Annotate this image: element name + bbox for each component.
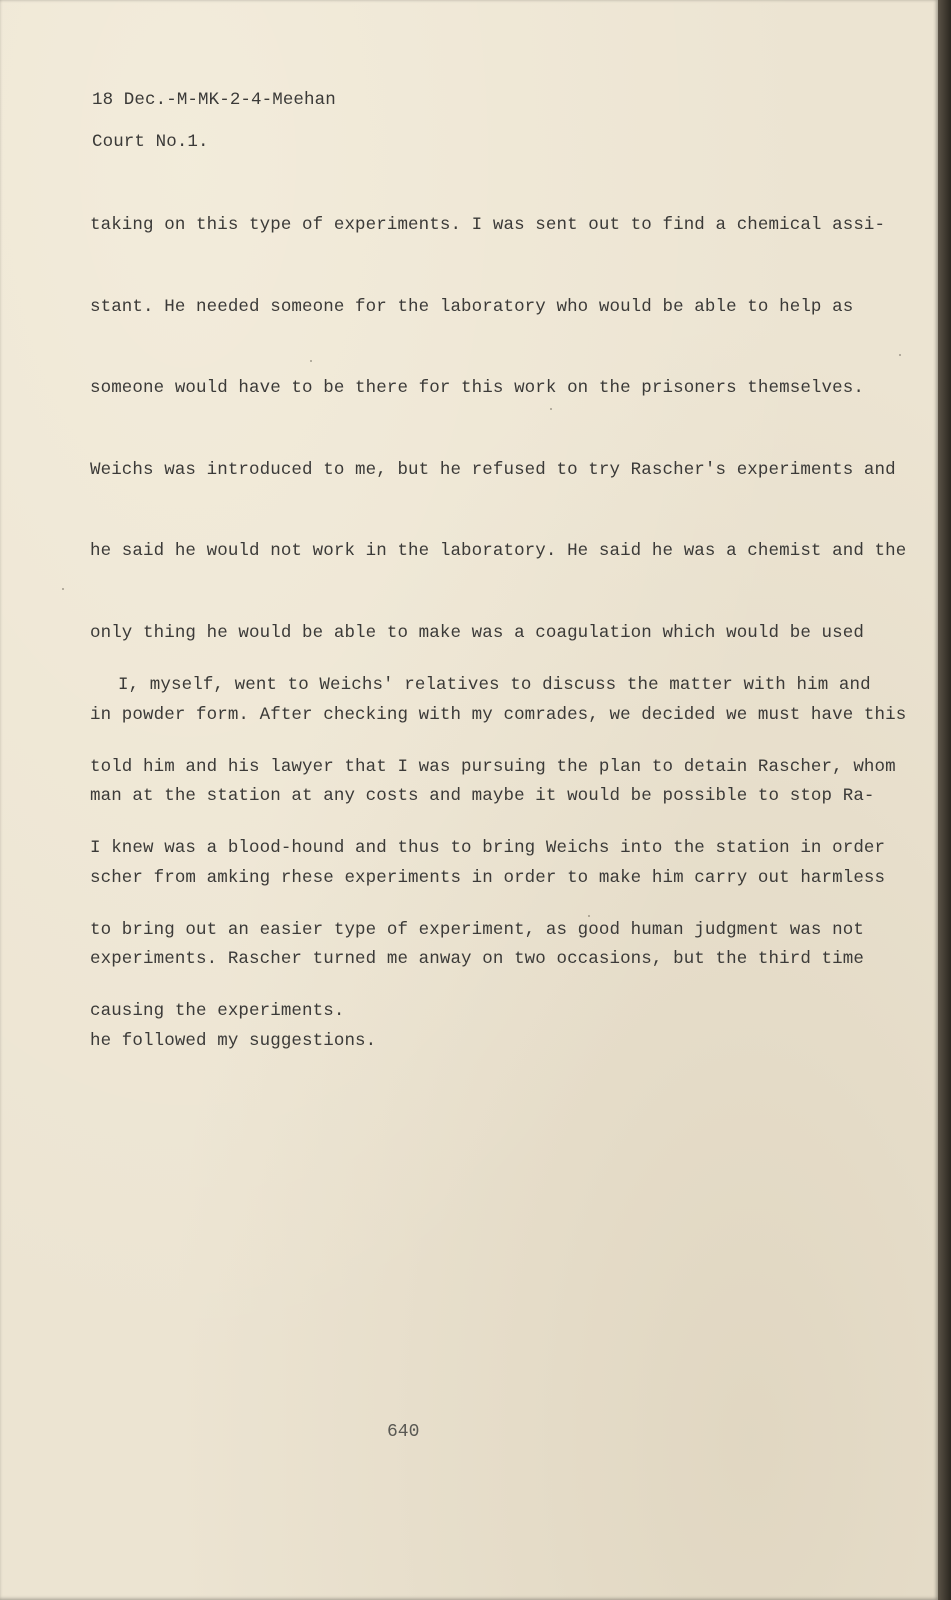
text-line: in powder form. After checking with my comrades, we decided we must have this — [90, 704, 907, 725]
scan-edge — [938, 0, 951, 1600]
text-line: I, myself, went to Weichs' relatives to discuss the matter with him and — [118, 675, 871, 695]
paper-speck — [588, 915, 590, 917]
text-line: only thing he would be able to make was a coagulation which would be used — [90, 622, 864, 643]
text-line: I knew was a blood-hound and thus to bring Weichs into the station in order — [90, 838, 886, 859]
text-line: he said he would not work in the laboratory. He said he was a chemist and the — [90, 541, 907, 562]
paragraph-2 — [90, 634, 896, 1082]
text-line: taking on this type of experiments. I was sent out to find a chemical assi- — [90, 215, 886, 235]
text-line: stant. He needed someone for the laboratory who would be able to help as — [90, 296, 854, 317]
header-reference: 18 Dec.-M-MK-2-4-Meehan — [92, 90, 336, 110]
text-line: he followed my suggestions. — [90, 1030, 377, 1051]
text-line: man at the station at any costs and maybe it would be possible to stop Ra- — [90, 786, 875, 807]
text-line: someone would have to be there for this work on the prisoners themselves. — [90, 378, 864, 399]
text-line: Weichs was introduced to me, but he refused to try Rascher's experiments and — [90, 459, 896, 480]
paper-speck — [310, 360, 312, 362]
header-court: Court No.1. — [92, 132, 209, 152]
paper-speck — [550, 408, 552, 410]
text-line: causing the experiments. — [90, 1001, 345, 1022]
text-line: scher from amking rhese experiments in order to make him carry out harmless — [90, 867, 886, 888]
text-line: told him and his lawyer that I was pursuing the plan to detain Rascher, whom — [90, 756, 896, 777]
paper-speck — [899, 354, 901, 356]
text-line: to bring out an easier type of experiment, as good human judgment was not — [90, 919, 864, 940]
paper-speck — [62, 588, 64, 590]
page-number: 640 — [387, 1422, 420, 1442]
text-line: experiments. Rascher turned me anway on two occasions, but the third time — [90, 949, 864, 970]
